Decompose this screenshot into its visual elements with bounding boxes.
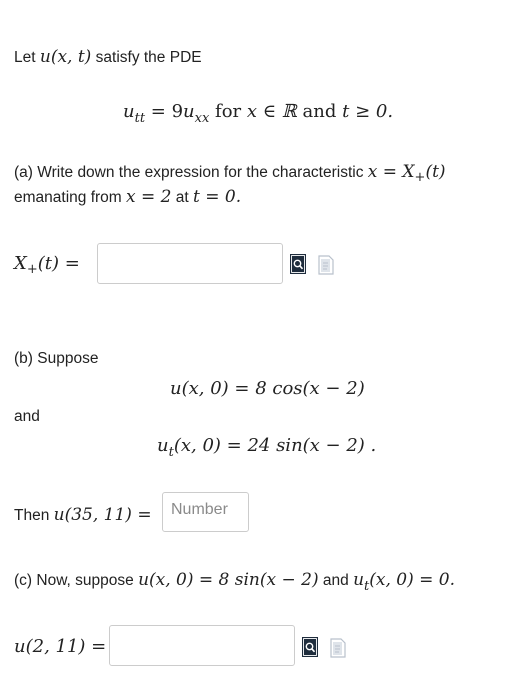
- part-b-and: and: [14, 408, 40, 425]
- answer-b-number-input[interactable]: Number: [162, 492, 249, 532]
- part-c-line: (c) Now, suppose u(x, 0) = 8 sin(x − 2) and $u_t(x$, 0) = 0.: [14, 570, 456, 594]
- help-icon[interactable]: [330, 638, 346, 658]
- pde-equation: $u_{tt} = 9u_{xx}$ for x ∈ ℝ and t ≥ 0.: [123, 101, 394, 126]
- answer-c-label: u(2, 11) =: [14, 636, 107, 657]
- part-b-then: Then u(35, 11) =: [14, 505, 152, 525]
- preview-icon[interactable]: [290, 254, 306, 274]
- intro-prefix: Let: [14, 49, 36, 66]
- part-b-eq1: u(x, 0) = 8 cos(x − 2): [170, 378, 365, 399]
- preview-icon[interactable]: [302, 637, 318, 657]
- help-icon[interactable]: [318, 255, 334, 275]
- part-b-eq2: $u_t(x$, 0) = 24 sin(x − 2) .: [157, 435, 377, 460]
- part-a-line1: (a) Write down the expression for the characteristic $x = X_+(t)$: [14, 162, 446, 185]
- intro-line: [14, 47, 202, 67]
- part-a-line2: emanating from x = 2 at t = 0.: [14, 187, 242, 207]
- answer-c-input[interactable]: [109, 625, 295, 666]
- part-b-suppose: (b) Suppose: [14, 350, 99, 367]
- answer-a-label: $X_+(t)$ =: [14, 253, 80, 277]
- intro-suffix: satisfy the PDE: [95, 49, 202, 66]
- answer-a-input[interactable]: [97, 243, 283, 284]
- intro-func: u(x, t): [39, 47, 92, 67]
